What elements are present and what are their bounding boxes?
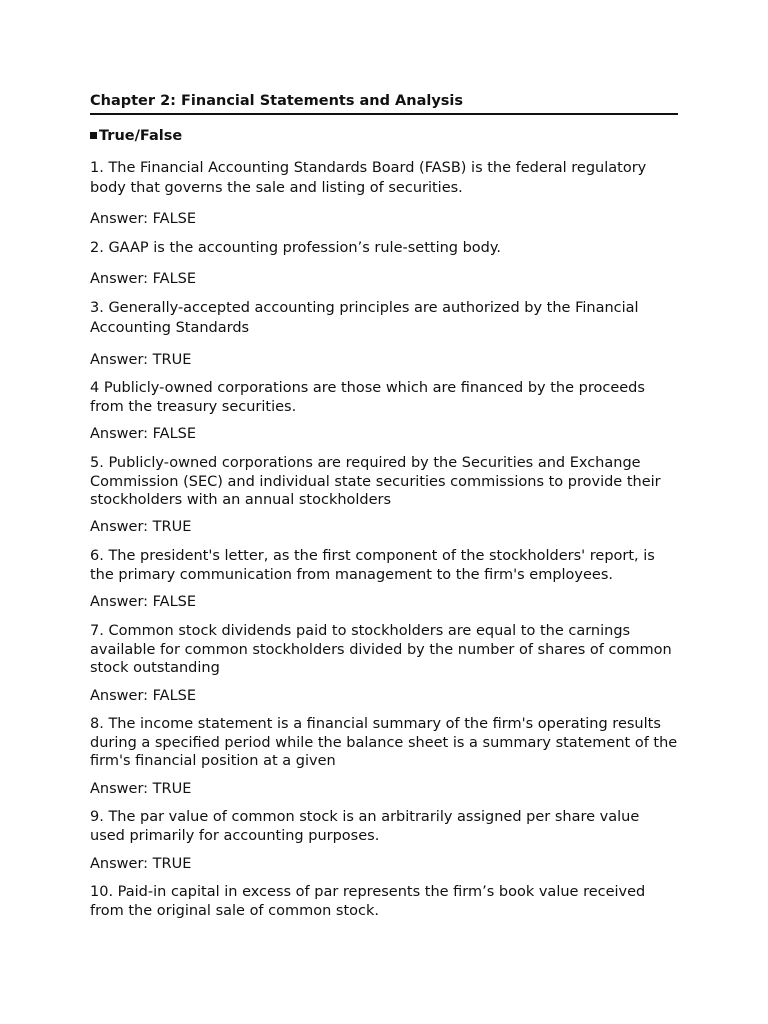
question-4: 4 Publicly-owned corporations are those which are financed by the proceeds from the treasury securities.: [90, 380, 645, 415]
square-bullet-icon: [90, 132, 97, 139]
answer-2: Answer: FALSE: [90, 271, 197, 287]
section-heading: [90, 128, 182, 145]
question-10: 10. Paid-in capital in excess of par represents the firm’s book value received from the original sale of common stock.: [90, 884, 646, 919]
answer-8: Answer: TRUE: [90, 781, 192, 797]
question-3: 3. Generally-accepted accounting principles are authorized by the Financial Accounting Standards: [90, 300, 639, 336]
answer-5: Answer: TRUE: [90, 519, 192, 535]
answer-3: Answer: TRUE: [90, 352, 192, 368]
answer-7: Answer: FALSE: [90, 688, 197, 704]
document-content: [90, 93, 678, 919]
answer-1: Answer: FALSE: [90, 211, 197, 227]
answer-6: Answer: FALSE: [90, 594, 197, 610]
question-6: 6. The president's letter, as the first component of the stockholders' report, is the primary communication from management to the firm's employees.: [90, 548, 655, 583]
question-7: 7. Common stock dividends paid to stockholders are equal to the carnings available for common stockholders divided by the number of shares of common stock outstanding: [90, 623, 672, 676]
question-8: 8. The income statement is a financial summary of the firm's operating results during a specified period while the balance sheet is a summary statement of the firm's financial position at a given: [90, 716, 678, 769]
answer-4: Answer: FALSE: [90, 426, 197, 442]
section-heading-label: True/False: [99, 128, 183, 144]
question-1: 1. The Financial Accounting Standards Board (FASB) is the federal regulatory body that governs the sale and listing of securities.: [90, 160, 647, 196]
question-2: 2. GAAP is the accounting profession’s rule-setting body.: [90, 240, 501, 256]
chapter-title: Chapter 2: Financial Statements and Analysis: [90, 93, 678, 115]
answer-9: Answer: TRUE: [90, 856, 192, 872]
question-9: 9. The par value of common stock is an arbitrarily assigned per share value used primarily for accounting purposes.: [90, 809, 640, 844]
question-5: 5. Publicly-owned corporations are required by the Securities and Exchange Commission (SEC) and individual state securities commissions to provide their stockholders with an annual stockholders: [90, 455, 661, 508]
